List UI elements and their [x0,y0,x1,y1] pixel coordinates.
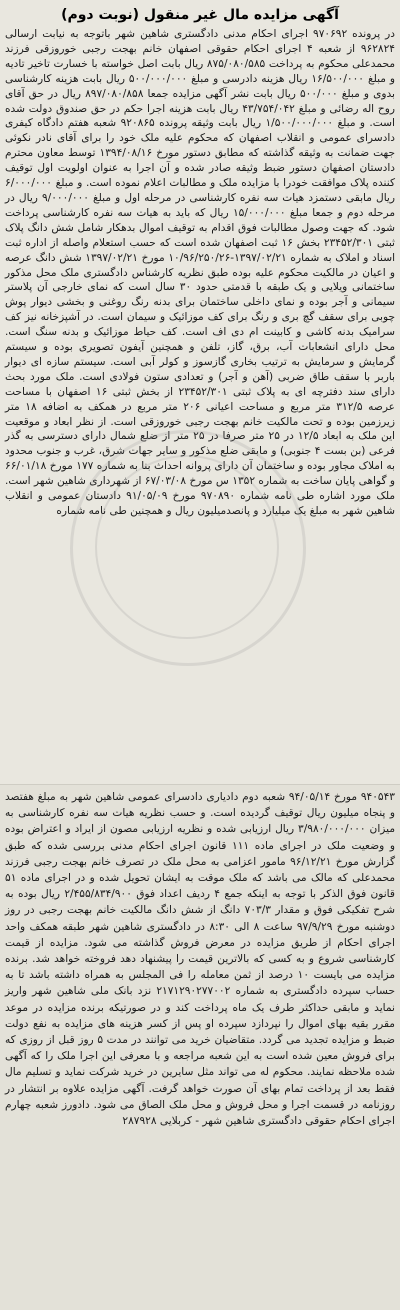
notice-body-part-2: ۹۴۰۵۴۳ مورخ ۹۴/۰۵/۱۴ شعبه دوم دادیاری دادسرای عمومی شاهین شهر به مبلغ هفتصد و پنجاه میلیون ریال توقیف گردیده است. و حسب نظریه هیات سه نفره کارشناسی به میزان ۳/۹۸۰/۰۰۰/۰۰۰ ریال ارزیابی شده و نظریه ارزیابی مصون از ایراد و اعتراض بوده و وضعیت ملک در اجرای ماده ۱۱۱ قانون اجرای احکام مدنی بررسی شده که طبق گزارش مورخ ۹۶/۱۲/۲۱ مامور اعزامی به محل ملک در تصرف خانم بهجت رجبی فرزند محمدعلی که مالک می باشد که ملک موقت به ایشان تحویل شده و در اجرای ماده ۵۱ قانون فوق الذکر با توجه به اینکه جمع ۴ ردیف اعداد فوق ۲/۴۵۵/۸۳۴/۹۰۰ ریال بوده به شرح تفکیکی فوق و مقدار ۷۰۳/۳ دانگ از شش دانگ مالکیت خانم بهجت رجبی در روز دوشنبه مورخ ۹۷/۹/۲۹ ساعت ۸ الی ۸:۳۰ در دادگستری شاهین شهر طبقه همکف واحد اجرای احکام از طریق مزایده در معرض فروش گذاشته می شود. مزایده از قیمت کارشناسی شروع و به کسی که بالاترین قیمت را پیشنهاد دهد فروخته خواهد شد. برنده مزایده می بایست ۱۰ درصد از ثمن معامله را فی المجلس به همراه داشته باشد تا به حساب سپرده دادگستری به شماره ۲۱۷۱۲۹۰۲۷۷۰۰۲ نزد بانک ملی شاهین شهر واریز نماید و مابقی حداکثر طرف یک ماه پرداخت کند و در صورتیکه برنده مزایده در موعد مقرر بقیه بهای اموال را نپردازد سپرده او پس از کسر هزینه های مزایده به نفع دولت ضبط و مزایده تجدید می گردد. متقاضیان خرید می توانند در مدت ۵ روز قبل از روزی که برای فروش معین شده است به این شعبه مراجعه و با معرفی این اجرا ملک را که آگهی شده ملاحظه نمایند. محکوم له می تواند مثل سایرین در خرید شرکت نماید و تسلیم مال فقط بعد از پرداخت تمام بهای آن صورت خواهد گرفت. آگهی مزایده علاوه بر انتشار در روزنامه در قسمت اجرا و محل فروش و محل ملک الصاق می شود. دادورز شعبه چهارم اجرای احکام حقوقی دادگستری شاهین شهر - کربلایی ۲۸۷۹۲۸ [5,791,396,1128]
notice-body-part-1: در پرونده ۹۷۰۶۹۲ اجرای احکام مدنی دادگستری شاهین شهر باتوجه به نیابت ارسالی ۹۶۲۸۲۴ از شعبه ۴ اجرای احکام حقوقی اصفهان خانم بهجت رجبی خوروزقی فرزند محمدعلی محکوم به پرداخت ۸۷۵/۰۸۰/۵۸۵ ریال بابت اصل خواسته با خسارت تاخیر تادیه و مبلغ ۱۶/۵۰۰/۰۰۰ ریال هزینه دادرسی و مبلغ ۵۰۰/۰۰۰/۰۰۰ ریال بابت هزینه کارشناسی بدوی و مبلغ ۵۰۰/۰۰۰ ریال بابت نشر آگهی مزایده جمعا ۸۹۷/۰۸۰/۸۵۸ ریال در حق آقای روح اله رضائی و مبلغ ۴۳/۷۵۴/۰۴۲ ریال بابت هزینه اجرا حکم در حق صندوق دولت شده است. و مبلغ ۱/۵۰۰/۰۰۰/۰۰۰ ریال بابت وثیقه پرونده ۹۲۰۸۶۵ شعبه هفتم دادگاه کیفری دادسرای عمومی و انقلاب اصفهان که محکوم علیه ملک خود را برای آقای نادر نکوئی جهت ضمانت به وثیقه گذاشته که مطابق دستور مورخ ۱۳۹۴/۰۸/۱۶ توسط معاون محترم دادستان اصفهان دستور ضبط وثیقه صادر شده و آن اجرا به عنوان اولویت اول توقیف کننده پلاک موافقت خودرا با مزایده ملک و مطالبات اعلام نموده است. و مبلغ ۶/۰۰۰/۰۰۰ ریال مابقی دستمزد هیات سه نفره کارشناسی در مرحله اول و مبلغ ۹/۰۰۰/۰۰۰ ریال در مرحله دوم و جمعا مبلغ ۱۵/۰۰۰/۰۰۰ ریال که باید به هیات سه نفره کارشناسی پرداخت شود. که جهت وصول مطالبات فوق اقدام به توقیف اموال بدهکار شامل شش دانگ پلاک ثبتی ۲۳۴۵۲/۳۰۱ بخش ۱۶ ثبت اصفهان شده است که حسب استعلام واصله از اداره ثبت اسناد و املاک به شماره ۱۳۹۷/۰۲/۲۱-۱۰/۹۶/۲۵۰/۲۶ مورخ ۱۳۹۷/۰۲/۲۱ شش دانگ عرصه و اعیان در مالکیت محکوم علیه بوده طبق نظریه کارشناس دادگستری ملک محل مذکور ساختمانی ویلایی و یک طبقه با قدمتی حدود ۳۰ سال است که نمای خارجی آن پلاستر سیمانی و آجر بوده و نمای داخلی ساختمان برای بدنه رنگ روغنی و بخشی دیوار پوش چوبی برای سقف گچ بری و رنگ برای کف موزائیک و سیمان است. در آشپزخانه نیز کف سرامیک بدنه کاشی و کابینت ام دی اف است. کف حیاط موزائیک و بدنه سنگ است. محل دارای انشعابات آب، برق، گاز، تلفن و همچنین آیفون تصویری بوده و سیستم گرمایش و سرمایش به ترتیب بخاری گازسوز و کولر آبی است. سیستم سازه ای دیوار باربر با سقف طاق ضربی (آهن و آجر) و تعدادی ستون فولادی است. ملک مورد بحث دارای سند دفترچه ای به پلاک ثبتی ۲۳۴۵۲/۳۰۱ از بخش ثبتی ۱۶ اصفهان با مساحت عرصه ۳۱۲/۵ متر مربع و مساحت اعیانی ۲۰۶ متر مربع در همکف به اضافه ۱۸ متر زیرزمین بوده و تحت مالکیت خانم بهجت رجبی خوروزقی است. از نظر ابعاد و موقعیت این ملک به ابعاد ۱۲/۵ در ۲۵ متر صرفا در ۲۵ متر از ضلع شمال دارای دسترسی به گذر فرعی (بن بست ۴ جنوبی) و مابقی ضلع مذکور و سایر جهات شرق، غرب و جنوب محدود به املاک مجاور بوده و ساختمان آن دارای پروانه احداث بنا به شماره ۱۷۷ مورخ ۶۶/۰۱/۱۸ و گواهی پایان ساخت به شماره ۱۳۵۲ س مورخ ۶۷/۰۳/۰۸ از شهرداری شاهین شهر است. ملک مورد اشاره طی نامه شماره ۹۷۰۸۹۰ مورخ ۹۱/۰۵/۰۹ دادستان عمومی و انقلاب شاهین شهر به مبلغ یک میلیارد و پانصدمیلیون ریال و همچنین طی نامه شماره [5,28,396,517]
notice-part-bottom [0,785,400,1310]
notice-title: آگهی مزایده مال غیر منقول (نوبت دوم) [61,7,339,23]
